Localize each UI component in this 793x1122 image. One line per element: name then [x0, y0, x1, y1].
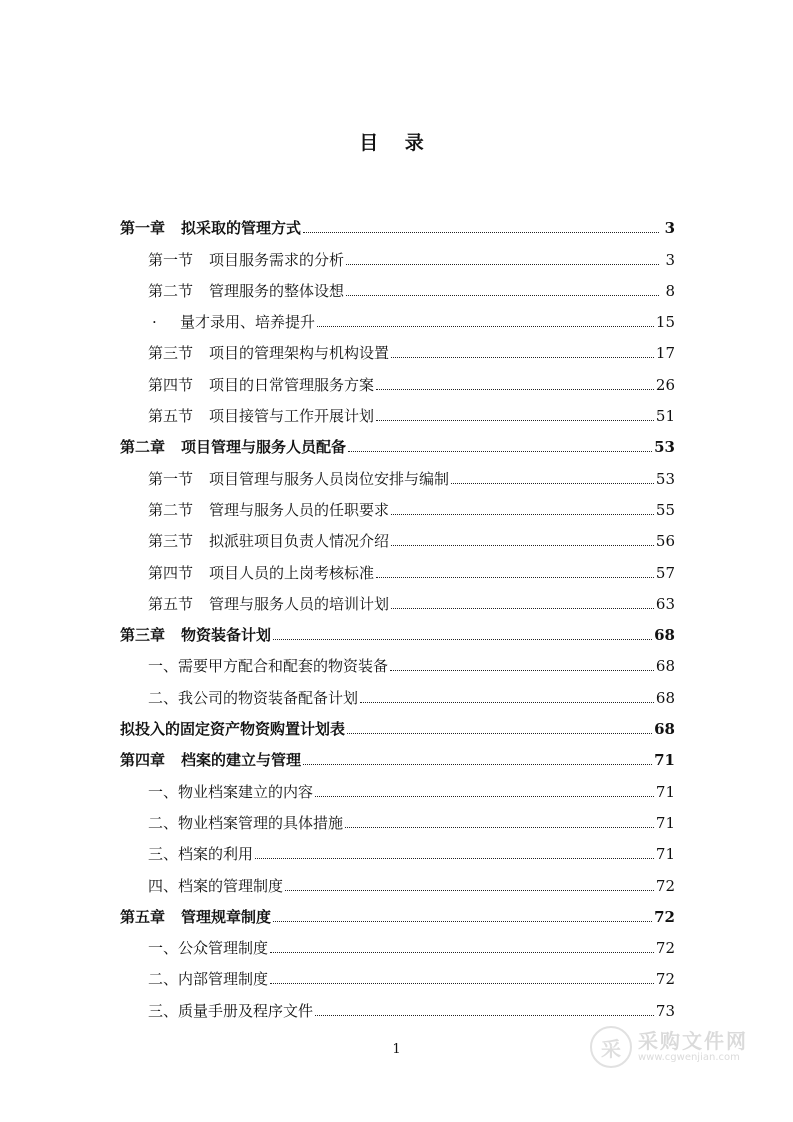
toc-entry[interactable]: [120, 456, 675, 487]
toc-leader-dots: [347, 732, 652, 734]
watermark-text: 采购文件网: [638, 1029, 748, 1053]
toc-leader-dots: [360, 701, 654, 703]
toc-leader-dots: [273, 638, 652, 640]
toc-entry-text: [148, 657, 388, 675]
toc-entry-text: [120, 438, 346, 456]
toc-entry-page: 53: [655, 469, 675, 488]
toc-entry-label: 量才录用、培养提升: [180, 313, 316, 332]
toc-entry-page: 56: [655, 532, 675, 551]
toc-entry-page: 72: [655, 939, 675, 958]
toc-entry-text: [148, 407, 374, 425]
toc-entry-page: 68: [655, 688, 675, 707]
toc-entry-number: ·: [152, 313, 157, 332]
toc-entry-text: [148, 532, 389, 550]
toc-leader-dots: [303, 763, 652, 765]
toc-entry-number: 第三节: [148, 532, 194, 551]
watermark-logo-icon: 采: [590, 1026, 632, 1068]
toc-entry[interactable]: [120, 394, 675, 425]
toc-entry-number: 第二章: [120, 438, 166, 457]
toc-entry-page: 3: [665, 250, 675, 269]
toc-entry[interactable]: [120, 675, 675, 706]
toc-entry[interactable]: [120, 957, 675, 988]
toc-entry-page: 51: [655, 407, 675, 426]
toc-leader-dots: [391, 607, 654, 609]
toc-entry-text: [148, 595, 389, 613]
toc-entry-page: 53: [654, 438, 675, 457]
toc-leader-dots: [345, 826, 654, 828]
toc-leader-dots: [273, 920, 652, 922]
page-number: 1: [392, 1042, 401, 1057]
toc-entry-number: 第一节: [148, 469, 194, 488]
toc-entry-page: 17: [655, 344, 675, 363]
toc-entry-text: [120, 219, 301, 237]
toc-entry-label: 项目的管理架构与机构设置: [209, 344, 390, 363]
toc-entry-label: 管理规章制度: [181, 907, 272, 926]
toc-entry-page: 73: [655, 1001, 675, 1020]
toc-entry-page: 63: [655, 594, 675, 613]
toc-entry[interactable]: [120, 926, 675, 957]
toc-entry-page: 68: [655, 657, 675, 676]
toc-entry[interactable]: [120, 519, 675, 550]
toc-entry-label: 一、物业档案建立的内容: [148, 782, 314, 801]
toc-entry-number: 第二节: [148, 281, 194, 300]
toc-entry-page: 72: [655, 970, 675, 989]
toc-entry[interactable]: [120, 738, 675, 769]
toc-entry[interactable]: [120, 895, 675, 926]
toc-leader-dots: [376, 388, 654, 390]
toc-entry-number: 第五节: [148, 594, 194, 613]
page-title: 目 录: [359, 132, 434, 154]
toc-entry-label: 管理与服务人员的培训计划: [209, 594, 390, 613]
toc-entry-label: 拟采取的管理方式: [181, 219, 302, 238]
toc-leader-dots: [348, 450, 652, 452]
toc-entry-label: 二、内部管理制度: [148, 970, 269, 989]
toc-entry-number: 第三章: [120, 626, 166, 645]
toc-entry-page: 68: [654, 626, 675, 645]
toc-entry[interactable]: [120, 613, 675, 644]
toc-leader-dots: [270, 951, 654, 953]
toc-entry-page: 71: [655, 845, 675, 864]
toc-leader-dots: [315, 795, 654, 797]
toc-entry-label: 二、物业档案管理的具体措施: [148, 813, 344, 832]
toc-entry-page: 3: [664, 219, 675, 238]
toc-entry-number: 第一节: [148, 250, 194, 269]
watermark-url: www.cgwenjian.com: [638, 1052, 740, 1063]
toc-entry-page: 72: [655, 876, 675, 895]
toc-entry-number: 第四节: [148, 375, 194, 394]
toc-leader-dots: [285, 889, 654, 891]
toc-entry-number: 第五节: [148, 407, 194, 426]
toc-entry[interactable]: [120, 331, 675, 362]
toc-entry-text: [152, 313, 315, 331]
toc-leader-dots: [346, 263, 659, 265]
toc-entry-page: 8: [665, 281, 675, 300]
toc-entry-text: [148, 970, 268, 988]
toc-entry-text: [148, 344, 389, 362]
toc-entry-text: [148, 282, 344, 300]
toc-entry-text: [148, 939, 268, 957]
toc-entry-text: [148, 877, 283, 895]
toc-entry-page: 72: [654, 907, 675, 926]
toc-entry-page: 71: [654, 751, 675, 770]
toc-entry-label: 三、档案的利用: [148, 845, 254, 864]
toc-entry-label: 管理与服务人员的任职要求: [209, 500, 390, 519]
toc-entry-label: 项目服务需求的分析: [209, 250, 345, 269]
toc-leader-dots: [391, 356, 654, 358]
toc-leader-dots: [391, 544, 654, 546]
toc-entry-number: 第五章: [120, 907, 166, 926]
toc-entry[interactable]: [120, 362, 675, 393]
toc-entry-label: 物资装备计划: [181, 626, 272, 645]
toc-leader-dots: [255, 857, 654, 859]
toc-entry-text: [120, 720, 345, 738]
toc-entry-number: 第三节: [148, 344, 194, 363]
toc-entry-page: 57: [655, 563, 675, 582]
toc-entry-label: 二、我公司的物资装备配备计划: [148, 688, 359, 707]
toc-leader-dots: [391, 513, 654, 515]
toc-entry-label: 项目管理与服务人员配备: [181, 438, 347, 457]
toc-entry-page: 71: [655, 782, 675, 801]
toc-entry-text: [120, 908, 271, 926]
toc-entry-text: [148, 251, 344, 269]
toc-entry-text: [120, 751, 301, 769]
toc-entry-page: 68: [654, 720, 675, 739]
toc-entry[interactable]: [120, 425, 675, 456]
toc-leader-dots: [451, 482, 654, 484]
watermark: [590, 1026, 748, 1068]
toc-entry-label: 一、需要甲方配合和配套的物资装备: [148, 657, 389, 676]
toc-entry[interactable]: [120, 769, 675, 800]
toc-leader-dots: [270, 982, 654, 984]
toc-leader-dots: [317, 325, 654, 327]
toc-entry-label: 项目管理与服务人员岗位安排与编制: [209, 469, 450, 488]
toc-entry-text: [148, 783, 313, 801]
toc-entry-number: 第一章: [120, 219, 166, 238]
toc-entry-text: [148, 845, 253, 863]
toc-entry-text: [120, 626, 271, 644]
toc-entry-number: 第四章: [120, 751, 166, 770]
toc-entry-label: 项目的日常管理服务方案: [209, 375, 375, 394]
toc-leader-dots: [390, 669, 654, 671]
toc-entry-text: [148, 470, 449, 488]
toc-entry-label: 拟投入的固定资产物资购置计划表: [120, 720, 346, 739]
toc-entry[interactable]: [120, 300, 675, 331]
toc-entry-number: 第二节: [148, 500, 194, 519]
toc-entry-text: [148, 501, 389, 519]
toc-entry[interactable]: [120, 488, 675, 519]
toc-entry-label: 一、公众管理制度: [148, 939, 269, 958]
toc-entry-page: 71: [655, 813, 675, 832]
toc-entry-text: [148, 689, 358, 707]
toc-entry[interactable]: [120, 269, 675, 300]
toc-entry-label: 四、档案的管理制度: [148, 876, 284, 895]
toc-entry-label: 档案的建立与管理: [181, 751, 302, 770]
toc-entry[interactable]: [120, 801, 675, 832]
toc-entry-text: [148, 1002, 313, 1020]
toc-entry-text: [148, 814, 343, 832]
toc-entry-label: 项目人员的上岗考核标准: [209, 563, 375, 582]
toc-entry[interactable]: [120, 832, 675, 863]
toc-entry[interactable]: [120, 644, 675, 675]
toc-entry-page: 55: [655, 500, 675, 519]
toc-entry[interactable]: [120, 988, 675, 1019]
toc-entry-number: 第四节: [148, 563, 194, 582]
toc-entry-page: 15: [655, 313, 675, 332]
toc-entry-label: 项目接管与工作开展计划: [209, 407, 375, 426]
toc-leader-dots: [315, 1014, 654, 1016]
toc-leader-dots: [346, 294, 659, 296]
toc-entry-text: [148, 376, 374, 394]
toc-leader-dots: [376, 576, 654, 578]
toc-entry[interactable]: [120, 707, 675, 738]
toc-entry[interactable]: [120, 206, 675, 237]
toc-leader-dots: [376, 419, 654, 421]
toc-entry-label: 三、质量手册及程序文件: [148, 1001, 314, 1020]
toc-entry[interactable]: [120, 863, 675, 894]
toc-leader-dots: [303, 231, 659, 233]
toc-entry[interactable]: [120, 550, 675, 581]
table-of-contents: [120, 206, 675, 1020]
toc-entry-label: 管理服务的整体设想: [209, 281, 345, 300]
toc-entry[interactable]: [120, 237, 675, 268]
toc-entry[interactable]: [120, 582, 675, 613]
toc-entry-text: [148, 564, 374, 582]
toc-entry-label: 拟派驻项目负责人情况介绍: [209, 532, 390, 551]
toc-entry-page: 26: [655, 375, 675, 394]
